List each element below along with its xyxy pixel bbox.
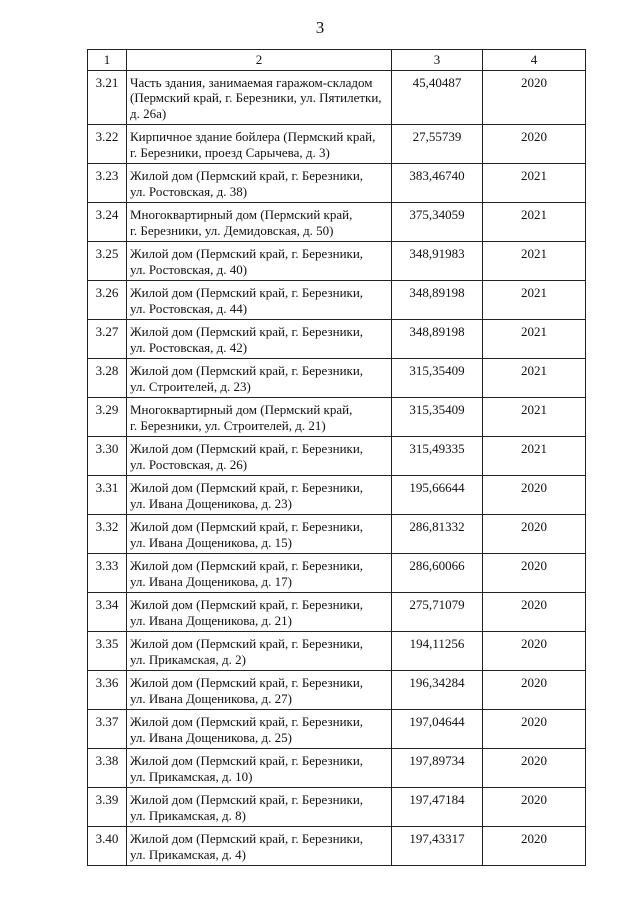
description-line: Жилой дом (Пермский край, г. Березники,: [130, 714, 364, 729]
row-year: 2020: [483, 125, 586, 164]
description-line: Жилой дом (Пермский край, г. Березники,: [130, 246, 364, 261]
row-value: 286,60066: [392, 554, 483, 593]
row-year: 2021: [483, 398, 586, 437]
description-line: Жилой дом (Пермский край, г. Березники,: [130, 675, 364, 690]
table-row: [88, 359, 586, 398]
description-line: ул. Ивана Дощеникова, д. 21): [130, 612, 292, 628]
row-year: 2020: [483, 476, 586, 515]
description-line: ул. Прикамская, д. 4): [130, 846, 246, 862]
description-line: Жилой дом (Пермский край, г. Березники,: [130, 480, 364, 495]
row-number: 3.36: [88, 671, 127, 710]
row-description: [127, 203, 392, 242]
table-row: [88, 242, 586, 281]
row-value: 197,47184: [392, 788, 483, 827]
table-row: [88, 593, 586, 632]
row-number: 3.33: [88, 554, 127, 593]
description-line: Кирпичное здание бойлера (Пермский край,: [130, 129, 376, 144]
description-line: ул. Ивана Дощеникова, д. 25): [130, 729, 292, 745]
table-row: [88, 437, 586, 476]
row-number: 3.30: [88, 437, 127, 476]
table-row: [88, 476, 586, 515]
row-number: 3.28: [88, 359, 127, 398]
row-description: [127, 359, 392, 398]
row-value: 275,71079: [392, 593, 483, 632]
description-line: Многоквартирный дом (Пермский край,: [130, 402, 353, 417]
row-value: 197,43317: [392, 827, 483, 866]
row-value: 197,04644: [392, 710, 483, 749]
row-year: 2020: [483, 671, 586, 710]
row-number: 3.37: [88, 710, 127, 749]
header-col-4: 4: [483, 50, 586, 71]
row-description: [127, 710, 392, 749]
table-row: [88, 203, 586, 242]
table-row: [88, 827, 586, 866]
row-number: 3.24: [88, 203, 127, 242]
row-value: 197,89734: [392, 749, 483, 788]
row-number: 3.35: [88, 632, 127, 671]
row-year: 2020: [483, 788, 586, 827]
table-row: [88, 515, 586, 554]
row-value: 286,81332: [392, 515, 483, 554]
row-value: 194,11256: [392, 632, 483, 671]
table-row: [88, 788, 586, 827]
row-value: 348,89198: [392, 281, 483, 320]
row-value: 45,40487: [392, 70, 483, 125]
row-number: 3.32: [88, 515, 127, 554]
description-line: ул. Ростовская, д. 44): [130, 300, 248, 316]
table-row: [88, 632, 586, 671]
table-row: [88, 710, 586, 749]
header-col-3: 3: [392, 50, 483, 71]
description-line: Многоквартирный дом (Пермский край,: [130, 207, 353, 222]
table-row: [88, 749, 586, 788]
row-description: [127, 671, 392, 710]
row-description: [127, 554, 392, 593]
row-number: 3.40: [88, 827, 127, 866]
row-description: [127, 476, 392, 515]
description-line: ул. Строителей, д. 23): [130, 378, 251, 394]
row-number: 3.29: [88, 398, 127, 437]
row-year: 2021: [483, 437, 586, 476]
row-value: 315,49335: [392, 437, 483, 476]
table-row: [88, 320, 586, 359]
row-year: 2020: [483, 593, 586, 632]
description-line: ул. Прикамская, д. 10): [130, 768, 253, 784]
description-line: Жилой дом (Пермский край, г. Березники,: [130, 168, 364, 183]
row-number: 3.39: [88, 788, 127, 827]
row-year: 2021: [483, 281, 586, 320]
description-line: ул. Ивана Дощеникова, д. 23): [130, 495, 292, 511]
row-value: 195,66644: [392, 476, 483, 515]
row-description: [127, 70, 392, 125]
table-header-row: [88, 50, 586, 71]
row-number: 3.31: [88, 476, 127, 515]
row-year: 2020: [483, 554, 586, 593]
row-description: [127, 320, 392, 359]
row-value: 196,34284: [392, 671, 483, 710]
row-year: 2020: [483, 749, 586, 788]
description-line: Жилой дом (Пермский край, г. Березники,: [130, 753, 364, 768]
description-line: д. 26а): [130, 105, 167, 121]
row-number: 3.21: [88, 70, 127, 125]
description-line: ул. Прикамская, д. 2): [130, 651, 246, 667]
description-line: Жилой дом (Пермский край, г. Березники,: [130, 285, 364, 300]
row-description: [127, 515, 392, 554]
row-description: [127, 164, 392, 203]
row-value: 348,91983: [392, 242, 483, 281]
header-col-1: 1: [88, 50, 127, 71]
row-number: 3.34: [88, 593, 127, 632]
row-value: 27,55739: [392, 125, 483, 164]
description-line: ул. Ивана Дощеникова, д. 27): [130, 690, 292, 706]
row-year: 2021: [483, 203, 586, 242]
page-number: 3: [315, 18, 325, 37]
row-description: [127, 827, 392, 866]
row-description: [127, 788, 392, 827]
row-number: 3.23: [88, 164, 127, 203]
row-value: 375,34059: [392, 203, 483, 242]
description-line: Часть здания, занимаемая гаражом-складом: [130, 74, 373, 90]
row-year: 2020: [483, 515, 586, 554]
description-line: ул. Ростовская, д. 26): [130, 456, 248, 472]
description-line: (Пермский край, г. Березники, ул. Пятилетки,: [130, 90, 382, 105]
description-line: г. Березники, проезд Сарычева, д. 3): [130, 144, 330, 160]
row-year: 2020: [483, 827, 586, 866]
table-row: [88, 125, 586, 164]
row-description: [127, 437, 392, 476]
description-line: ул. Ростовская, д. 40): [130, 261, 248, 277]
description-line: г. Березники, ул. Демидовская, д. 50): [130, 222, 334, 238]
row-description: [127, 593, 392, 632]
row-number: 3.25: [88, 242, 127, 281]
description-line: ул. Ивана Дощеникова, д. 15): [130, 534, 292, 550]
description-line: Жилой дом (Пермский край, г. Березники,: [130, 636, 364, 651]
row-year: 2021: [483, 164, 586, 203]
description-line: Жилой дом (Пермский край, г. Березники,: [130, 519, 364, 534]
table-row: [88, 554, 586, 593]
row-description: [127, 125, 392, 164]
row-number: 3.22: [88, 125, 127, 164]
row-description: [127, 632, 392, 671]
description-line: Жилой дом (Пермский край, г. Березники,: [130, 441, 364, 456]
row-year: 2021: [483, 242, 586, 281]
description-line: Жилой дом (Пермский край, г. Березники,: [130, 324, 364, 339]
row-value: 348,89198: [392, 320, 483, 359]
row-year: 2020: [483, 710, 586, 749]
row-value: 315,35409: [392, 398, 483, 437]
description-line: ул. Ростовская, д. 42): [130, 339, 248, 355]
table-row: [88, 281, 586, 320]
row-description: [127, 749, 392, 788]
row-value: 383,46740: [392, 164, 483, 203]
row-description: [127, 398, 392, 437]
table-row: [88, 398, 586, 437]
description-line: г. Березники, ул. Строителей, д. 21): [130, 417, 326, 433]
description-line: Жилой дом (Пермский край, г. Березники,: [130, 831, 364, 846]
description-line: Жилой дом (Пермский край, г. Березники,: [130, 363, 364, 378]
description-line: Жилой дом (Пермский край, г. Березники,: [130, 558, 364, 573]
description-line: ул. Прикамская, д. 8): [130, 807, 246, 823]
row-year: 2020: [483, 632, 586, 671]
table-body: [88, 70, 586, 866]
description-line: Жилой дом (Пермский край, г. Березники,: [130, 597, 364, 612]
row-number: 3.38: [88, 749, 127, 788]
row-year: 2021: [483, 320, 586, 359]
table-row: [88, 70, 586, 125]
row-year: 2020: [483, 70, 586, 125]
row-number: 3.26: [88, 281, 127, 320]
description-line: ул. Ростовская, д. 38): [130, 183, 248, 199]
table-row: [88, 164, 586, 203]
property-table: [87, 49, 586, 866]
row-description: [127, 281, 392, 320]
table-row: [88, 671, 586, 710]
header-col-2: 2: [127, 50, 392, 71]
row-value: 315,35409: [392, 359, 483, 398]
row-description: [127, 242, 392, 281]
description-line: Жилой дом (Пермский край, г. Березники,: [130, 792, 364, 807]
row-year: 2021: [483, 359, 586, 398]
row-number: 3.27: [88, 320, 127, 359]
description-line: ул. Ивана Дощеникова, д. 17): [130, 573, 292, 589]
